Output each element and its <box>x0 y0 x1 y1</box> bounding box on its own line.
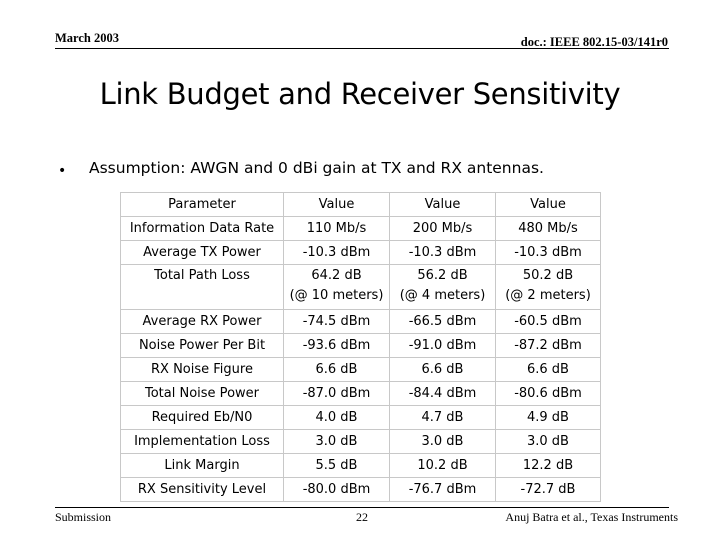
table-header-row <box>121 193 601 217</box>
table-row <box>121 478 601 502</box>
table-cell: -91.0 dBm <box>390 334 496 358</box>
page-number: 22 <box>356 510 368 524</box>
table-cell: -76.7 dBm <box>390 478 496 502</box>
table-cell: -10.3 dBm <box>284 241 390 265</box>
table-cell: Total Noise Power <box>121 382 284 406</box>
table-cell: 3.0 dB <box>496 430 601 454</box>
footer-divider <box>55 507 669 508</box>
column-header: Value <box>390 193 496 217</box>
table-row <box>121 334 601 358</box>
table-row <box>121 265 601 310</box>
table-row <box>121 241 601 265</box>
table-row <box>121 358 601 382</box>
table-row <box>121 430 601 454</box>
table-cell: 4.0 dB <box>284 406 390 430</box>
table-cell: Information Data Rate <box>121 217 284 241</box>
table-cell: -66.5 dBm <box>390 310 496 334</box>
table-row <box>121 406 601 430</box>
table-cell: Implementation Loss <box>121 430 284 454</box>
table-cell: 50.2 dB (@ 2 meters) <box>496 265 601 310</box>
table-cell: 64.2 dB (@ 10 meters) <box>284 265 390 310</box>
table-cell: 56.2 dB (@ 4 meters) <box>390 265 496 310</box>
table-cell: 6.6 dB <box>390 358 496 382</box>
assumption-text: Assumption: AWGN and 0 dBi gain at TX and RX antennas. <box>89 159 544 177</box>
table-cell: Link Margin <box>121 454 284 478</box>
table-cell: -74.5 dBm <box>284 310 390 334</box>
table-cell: 5.5 dB <box>284 454 390 478</box>
header-doc-id: doc.: IEEE 802.15-03/141r0 <box>520 35 668 49</box>
table-cell: -10.3 dBm <box>390 241 496 265</box>
table-cell: -10.3 dBm <box>496 241 601 265</box>
table-cell: Total Path Loss <box>121 265 284 310</box>
table-cell: -84.4 dBm <box>390 382 496 406</box>
table-cell: 4.9 dB <box>496 406 601 430</box>
table-cell: 6.6 dB <box>284 358 390 382</box>
table-cell: 6.6 dB <box>496 358 601 382</box>
table-cell: 200 Mb/s <box>390 217 496 241</box>
table-cell: 110 Mb/s <box>284 217 390 241</box>
table-cell: -87.0 dBm <box>284 382 390 406</box>
table-cell: -80.0 dBm <box>284 478 390 502</box>
table-cell: -80.6 dBm <box>496 382 601 406</box>
footer-authors: Anuj Batra et al., Texas Instruments <box>505 510 678 524</box>
table-row <box>121 454 601 478</box>
table-cell: -87.2 dBm <box>496 334 601 358</box>
table-cell: 3.0 dB <box>390 430 496 454</box>
column-header: Parameter <box>121 193 284 217</box>
table-row <box>121 217 601 241</box>
table-cell: -72.7 dB <box>496 478 601 502</box>
table-cell: 12.2 dB <box>496 454 601 478</box>
table-cell: 4.7 dB <box>390 406 496 430</box>
table-cell: Average RX Power <box>121 310 284 334</box>
column-header: Value <box>496 193 601 217</box>
table-cell: RX Sensitivity Level <box>121 478 284 502</box>
bullet-icon: • <box>58 163 67 179</box>
column-header: Value <box>284 193 390 217</box>
table-cell: Required Eb/N0 <box>121 406 284 430</box>
table-cell: -93.6 dBm <box>284 334 390 358</box>
table-cell: -60.5 dBm <box>496 310 601 334</box>
table-cell: Average TX Power <box>121 241 284 265</box>
header-divider <box>55 48 669 49</box>
slide-title: Link Budget and Receiver Sensitivity <box>99 77 621 111</box>
table-cell: 3.0 dB <box>284 430 390 454</box>
header-date: March 2003 <box>55 31 119 45</box>
footer-submission: Submission <box>55 510 112 524</box>
table-row <box>121 310 601 334</box>
table-row <box>121 382 601 406</box>
link-budget-table <box>120 192 601 502</box>
table-cell: RX Noise Figure <box>121 358 284 382</box>
table-cell: 10.2 dB <box>390 454 496 478</box>
table-cell: 480 Mb/s <box>496 217 601 241</box>
table-cell: Noise Power Per Bit <box>121 334 284 358</box>
